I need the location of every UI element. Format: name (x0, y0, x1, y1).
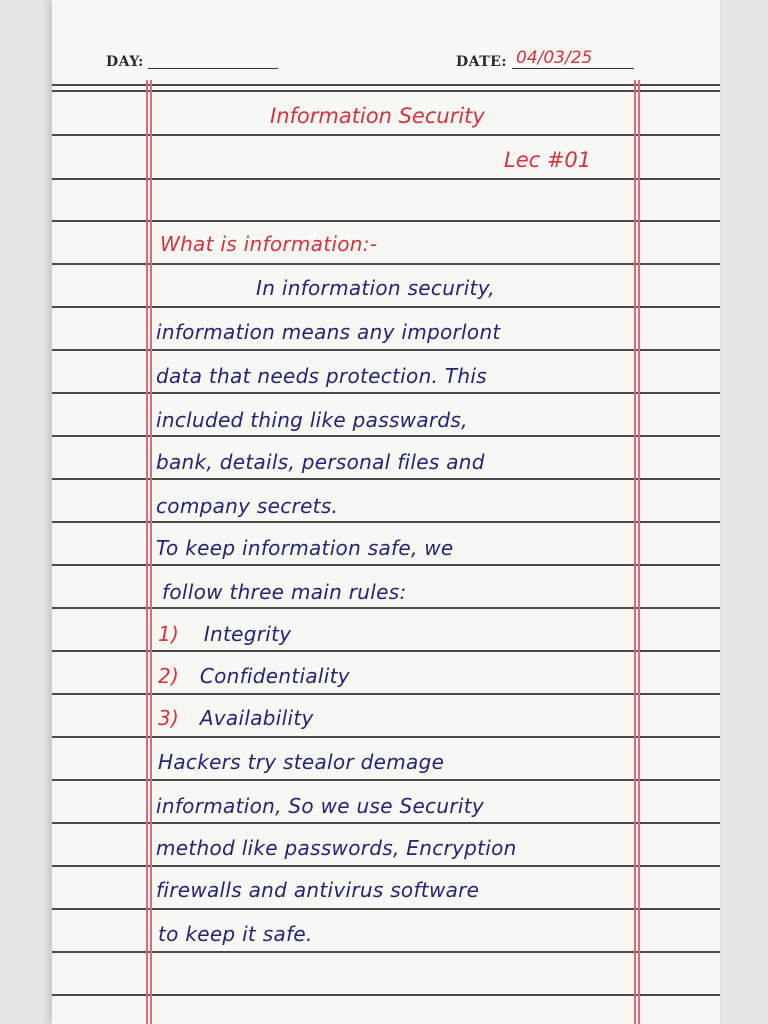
ruled-line (52, 951, 720, 953)
day-underline (148, 68, 278, 69)
body-line: information, So we use Security (156, 794, 484, 818)
rule-number: 2) (158, 664, 180, 688)
date-underline (512, 68, 634, 69)
ruled-line (52, 736, 720, 738)
rule-text: Confidentiality (199, 664, 350, 688)
ruled-line (52, 564, 720, 566)
ruled-line (52, 521, 720, 523)
ruled-line (52, 822, 720, 824)
lecture-number: Lec #01 (504, 148, 592, 172)
ruled-line (52, 478, 720, 480)
body-line: information means any imporlont (156, 320, 501, 344)
ruled-line (52, 263, 720, 265)
ruled-line (52, 84, 720, 86)
body-line: follow three main rules: (162, 580, 407, 604)
ruled-line (52, 435, 720, 437)
ruled-line (52, 306, 720, 308)
ruled-line (52, 865, 720, 867)
body-line: To keep information safe, we (156, 536, 454, 560)
rule-number: 1) (158, 622, 180, 646)
rule-text: Availability (199, 706, 314, 730)
ruled-line (52, 693, 720, 695)
ruled-line (52, 178, 720, 180)
rule-list-item (158, 664, 350, 688)
ruled-line (52, 908, 720, 910)
right-margin-line (634, 80, 636, 1024)
rule-number: 3) (158, 706, 180, 730)
rule-list-item (158, 622, 291, 646)
right-margin-line (638, 80, 640, 1024)
ruled-line (52, 607, 720, 609)
left-margin-line (146, 80, 148, 1024)
section-heading: What is information:- (160, 232, 378, 256)
ruled-line (52, 90, 720, 92)
rule-list-item (158, 706, 314, 730)
body-line: data that needs protection. This (156, 364, 487, 388)
date-label: DATE: (456, 54, 507, 70)
ruled-line (52, 220, 720, 222)
body-line: firewalls and antivirus software (156, 878, 480, 902)
ruled-line (52, 994, 720, 996)
body-line: included thing like passwards, (156, 408, 468, 432)
page-title: Information Security (270, 104, 485, 128)
ruled-line (52, 392, 720, 394)
left-margin-line (150, 80, 152, 1024)
ruled-line (52, 650, 720, 652)
body-line: method like passwords, Encryption (156, 836, 517, 860)
body-line: Hackers try stealor demage (158, 750, 445, 774)
body-line: to keep it safe. (158, 922, 313, 946)
body-line: company secrets. (156, 494, 339, 518)
ruled-line (52, 779, 720, 781)
ruled-line (52, 134, 720, 136)
body-line: bank, details, personal files and (156, 450, 485, 474)
ruled-line (52, 349, 720, 351)
rule-text: Integrity (203, 622, 292, 646)
day-label: DAY: (106, 54, 144, 70)
date-value: 04/03/25 (516, 48, 593, 68)
notebook-page (52, 0, 720, 1024)
body-line: In information security, (256, 276, 495, 300)
